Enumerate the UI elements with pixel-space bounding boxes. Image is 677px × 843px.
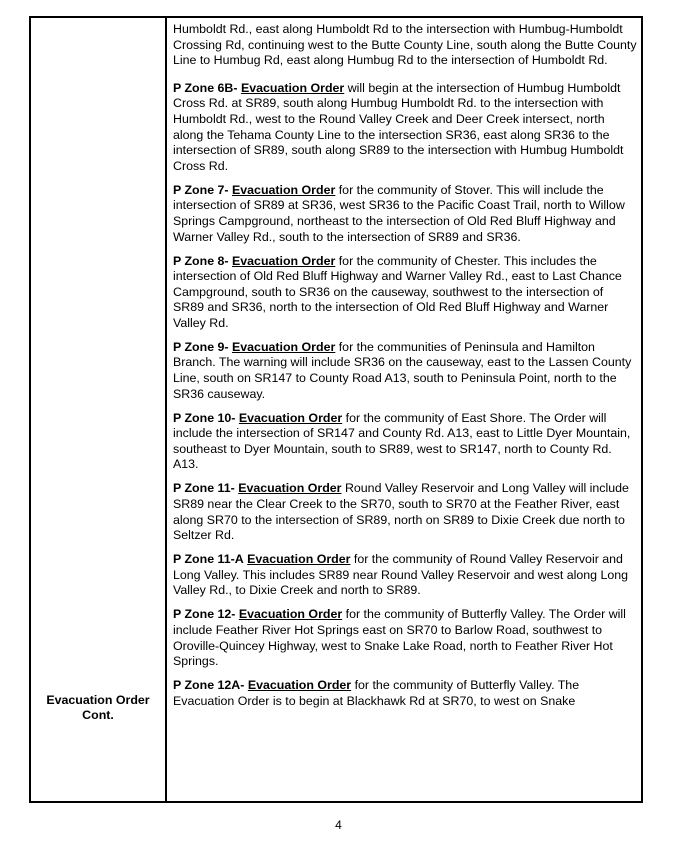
row-label: Evacuation Order Cont.	[46, 693, 150, 722]
zone-paragraph	[173, 183, 637, 245]
zone-name: P Zone 12-	[173, 607, 236, 622]
zone-paragraph	[173, 411, 637, 473]
zone-paragraph	[173, 81, 637, 175]
zone-paragraph	[173, 552, 637, 599]
zone-name: P Zone 12A-	[173, 678, 245, 693]
label-column	[31, 18, 167, 801]
evacuation-order-label: Evacuation Order	[247, 678, 352, 693]
zone-description: for the community of Round Valley Reservoir and Long Valley. This includes SR89 near Round Valley Reservoir and west along Long Valley Rd., to Dixie Creek and north to SR89.	[173, 552, 629, 598]
zone-description: for the community of East Shore. The Order will include the intersection of SR147 and County Rd. A13, east to Little Dyer Mountain, southeast to Dyer Mountain, south to SR89, west to SR147, north to County Rd. A13.	[173, 410, 631, 472]
zone-paragraph	[173, 678, 637, 709]
zone-description: for the community of Butterfly Valley. The Evacuation Order is to begin at Blackhawk Rd at SR70, to west on Snake	[173, 678, 580, 708]
zone-list	[173, 81, 637, 710]
zone-name: P Zone 10-	[173, 410, 236, 425]
evacuation-order-label: Evacuation Order	[238, 410, 343, 425]
content-column	[167, 18, 641, 801]
zone-name: P Zone 7-	[173, 182, 229, 197]
zone-name: P Zone 6B-	[173, 80, 238, 95]
zone-name: P Zone 11-A	[173, 552, 244, 567]
page-number: 4	[335, 818, 342, 832]
zone-name: P Zone 8-	[173, 253, 229, 268]
evacuation-order-label: Evacuation Order	[232, 182, 336, 197]
zone-description: Round Valley Reservoir and Long Valley will include SR89 near the Clear Creek to the SR70, south to SR70 at the Feather River, east along SR70 to the intersection of SR89, north on SR89 to Dixie Creek due north to Seltzer Rd.	[173, 481, 629, 543]
zone-description: for the community of Chester. This includes the intersection of Old Red Bluff Highway and Warner Valley Rd., east to Last Chance Campground, south to SR36 on the causeway, southwest to the intersection of SR89 and SR36, north to the intersection of Old Red Bluff Highway and Warner Valley Rd.	[173, 253, 622, 330]
zone-description: for the communities of Peninsula and Hamilton Branch. The warning will include SR36 on the causeway, east to the Lassen County Line, south on SR147 to County Road A13, south to Peninsula Point, north to the SR36 causeway.	[173, 339, 632, 401]
intro-paragraph: Humboldt Rd., east along Humboldt Rd to the intersection with Humbug-Humboldt Crossing Rd, continuing west to the Butte County Line, south along the Butte County Line to Humbug Rd, east along Humbug Rd to the intersection of Humboldt Rd.	[173, 22, 637, 68]
evacuation-order-label: Evacuation Order	[238, 607, 343, 622]
evacuation-order-label: Evacuation Order	[232, 339, 336, 354]
evacuation-order-label: Evacuation Order	[240, 80, 345, 95]
zone-name: P Zone 11-	[173, 481, 235, 496]
zone-paragraph	[173, 254, 637, 332]
zone-description: for the community of Stover. This will include the intersection of SR89 at SR36, west SR36 to the Pacific Coast Trail, north to Willow Springs Campground, northeast to the intersection of Old Red Bluff Highway and Warner Valley Rd., south to the intersection of SR89 and SR36.	[173, 182, 625, 244]
evacuation-order-label: Evacuation Order	[232, 253, 336, 268]
evacuation-table	[29, 16, 643, 803]
zone-description: for the community of Butterfly Valley. The Order will include Feather River Hot Springs east on SR70 to Barlow Road, southwest to Oroville-Quincey Highway, west to Snake Lake Road, north to Feather River Hot Springs.	[173, 607, 626, 669]
evacuation-order-label: Evacuation Order	[238, 481, 342, 496]
evacuation-order-label: Evacuation Order	[247, 552, 351, 567]
zone-description: will begin at the intersection of Humbug Humboldt Cross Rd. at SR89, south along Humbug Humboldt Rd. to the intersection with Humboldt Rd., west to the Round Valley Creek and Deer Creek intersect, north along the Tehama County Line to the intersection SR36, east along SR36 to the intersection of SR89, south along SR89 to the intersection with Humbug Humboldt Cross Rd.	[173, 80, 624, 173]
zone-name: P Zone 9-	[173, 339, 229, 354]
zone-paragraph	[173, 340, 637, 402]
zone-paragraph	[173, 481, 637, 543]
zone-paragraph	[173, 607, 637, 669]
